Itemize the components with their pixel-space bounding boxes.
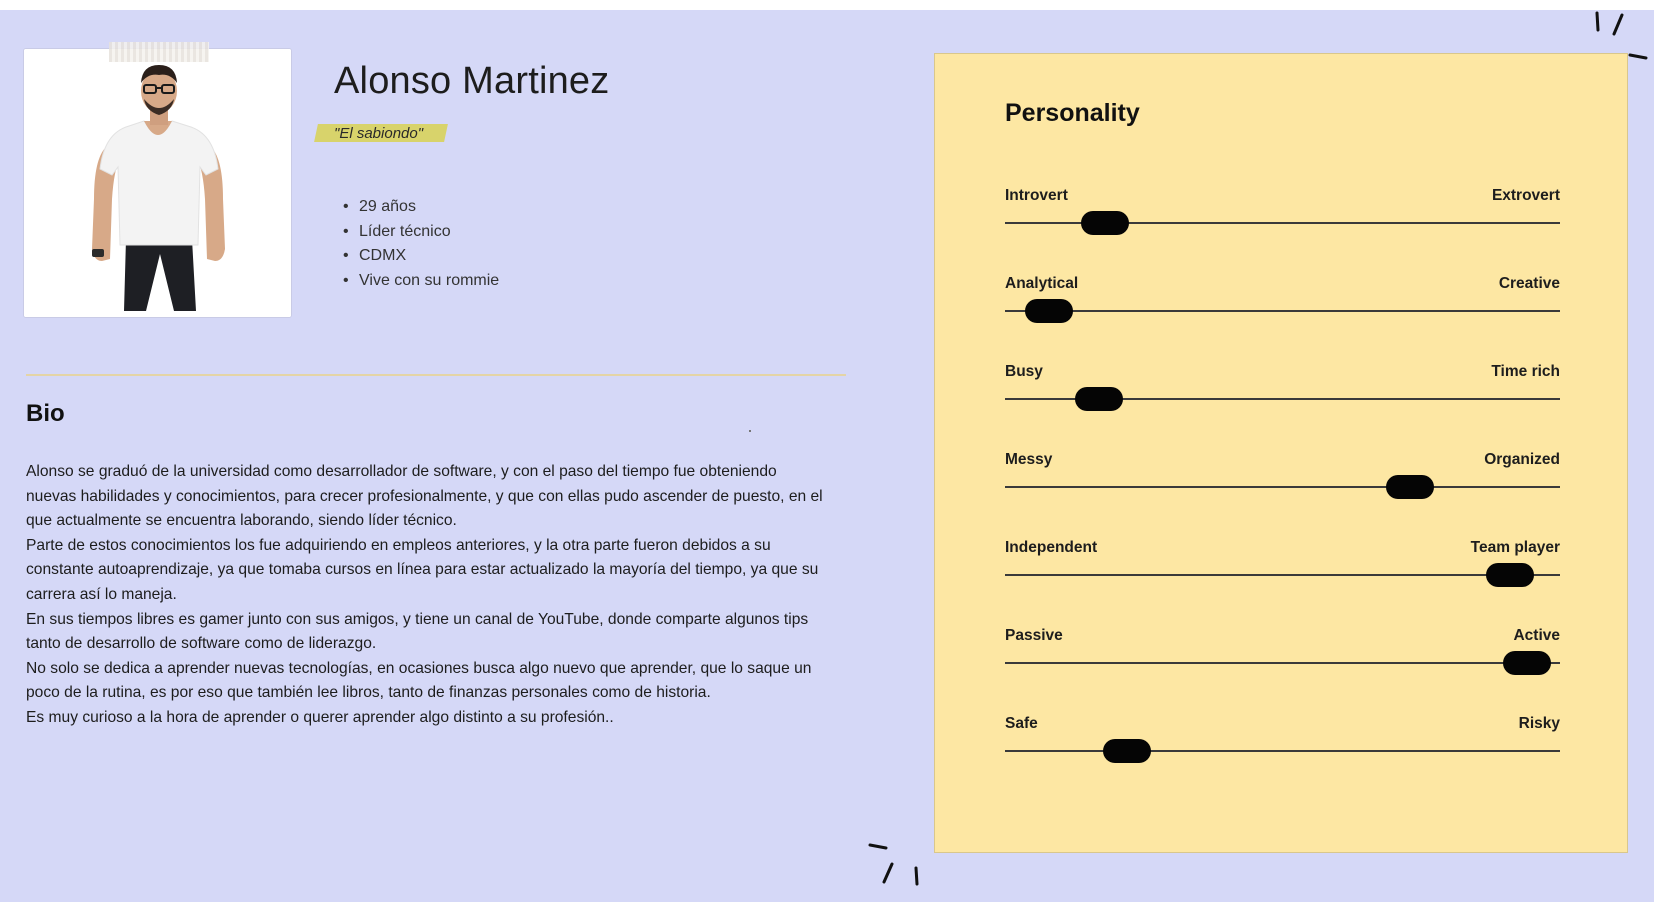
bio-paragraph: Parte de estos conocimientos los fue adquiriendo en empleos anteriores, y la otra parte fueron debidos a su constante autoaprendizaje, ya que tomaba cursos en línea para estar actualizado la mayoría del tiempo, ya que su carrera así lo maneja.	[26, 536, 819, 603]
bio-text	[26, 460, 826, 731]
trait-right-label: Team player	[1470, 539, 1560, 556]
profile-photo-card	[23, 48, 292, 318]
trait-left-label: Messy	[1005, 451, 1053, 468]
bio-paragraph: Es muy curioso a la hora de aprender o querer aprender algo distinto a su profesión..	[26, 708, 614, 726]
trait-slider-independent-teamplayer[interactable]	[1005, 539, 1560, 599]
persona-canvas	[0, 10, 1654, 902]
trait-right-label: Organized	[1484, 451, 1560, 468]
slider-thumb[interactable]	[1386, 475, 1434, 499]
trait-slider-busy-timerich[interactable]	[1005, 363, 1560, 423]
fact-item-living: • Vive con su rommie	[343, 269, 499, 294]
trait-slider-introvert-extrovert[interactable]	[1005, 187, 1560, 247]
trait-right-label: Time rich	[1491, 363, 1560, 380]
personality-panel	[934, 53, 1628, 853]
slider-thumb[interactable]	[1081, 211, 1129, 235]
slider-track	[1005, 310, 1560, 312]
bio-title: Bio	[26, 400, 65, 427]
trait-left-label: Introvert	[1005, 187, 1068, 204]
bio-paragraph: Alonso se graduó de la universidad como desarrollador de software, y con el paso del tiempo fue obteniendo nuevas habilidades y conocimientos, para crecer profesionalmente, y que con ellas pudo ascender de puesto, en el que actualmente se encuentra laborando, siendo líder técnico.	[26, 463, 823, 530]
trait-left-label: Passive	[1005, 627, 1063, 644]
slider-thumb[interactable]	[1025, 299, 1073, 323]
fact-item-role: • Líder técnico	[343, 220, 499, 245]
slider-thumb[interactable]	[1486, 563, 1534, 587]
stray-dot	[749, 430, 751, 432]
slider-track	[1005, 486, 1560, 488]
persona-facts-list	[343, 195, 499, 293]
trait-left-label: Analytical	[1005, 275, 1079, 292]
trait-slider-passive-active[interactable]	[1005, 627, 1560, 687]
trait-right-label: Creative	[1498, 275, 1560, 292]
bio-paragraph: No solo se dedica a aprender nuevas tecnologías, en ocasiones busca algo nuevo que aprender, que lo saque un poco de la rutina, es por eso que también lee libros, tanto de finanzas personales como de historia.	[26, 659, 812, 702]
trait-left-label: Safe	[1005, 715, 1038, 732]
slider-track	[1005, 662, 1560, 664]
sparkle-decoration-bottom	[862, 840, 932, 902]
slider-thumb[interactable]	[1075, 387, 1123, 411]
trait-right-label: Risky	[1518, 715, 1560, 732]
trait-slider-safe-risky[interactable]	[1005, 715, 1560, 775]
trait-left-label: Independent	[1005, 539, 1098, 556]
sparkle-decoration-top-right	[1590, 10, 1654, 70]
trait-slider-analytical-creative[interactable]	[1005, 275, 1560, 335]
persona-nickname: "El sabiondo"	[334, 125, 424, 142]
fact-item-age: • 29 años	[343, 195, 499, 220]
section-divider	[26, 374, 846, 376]
profile-photo	[24, 49, 292, 318]
personality-title: Personality	[1005, 99, 1140, 127]
tape-decoration	[109, 42, 209, 62]
trait-right-label: Active	[1513, 627, 1560, 644]
bio-paragraph: En sus tiempos libres es gamer junto con sus amigos, y tiene un canal de YouTube, donde comparte algunos tips tanto de desarrollo de software como de liderazgo.	[26, 610, 809, 653]
trait-slider-messy-organized[interactable]	[1005, 451, 1560, 511]
slider-thumb[interactable]	[1103, 739, 1151, 763]
slider-track	[1005, 750, 1560, 752]
slider-thumb[interactable]	[1503, 651, 1551, 675]
slider-track	[1005, 574, 1560, 576]
fact-item-location: • CDMX	[343, 244, 499, 269]
persona-name: Alonso Martinez	[334, 60, 610, 102]
trait-left-label: Busy	[1005, 363, 1043, 380]
trait-right-label: Extrovert	[1491, 187, 1560, 204]
